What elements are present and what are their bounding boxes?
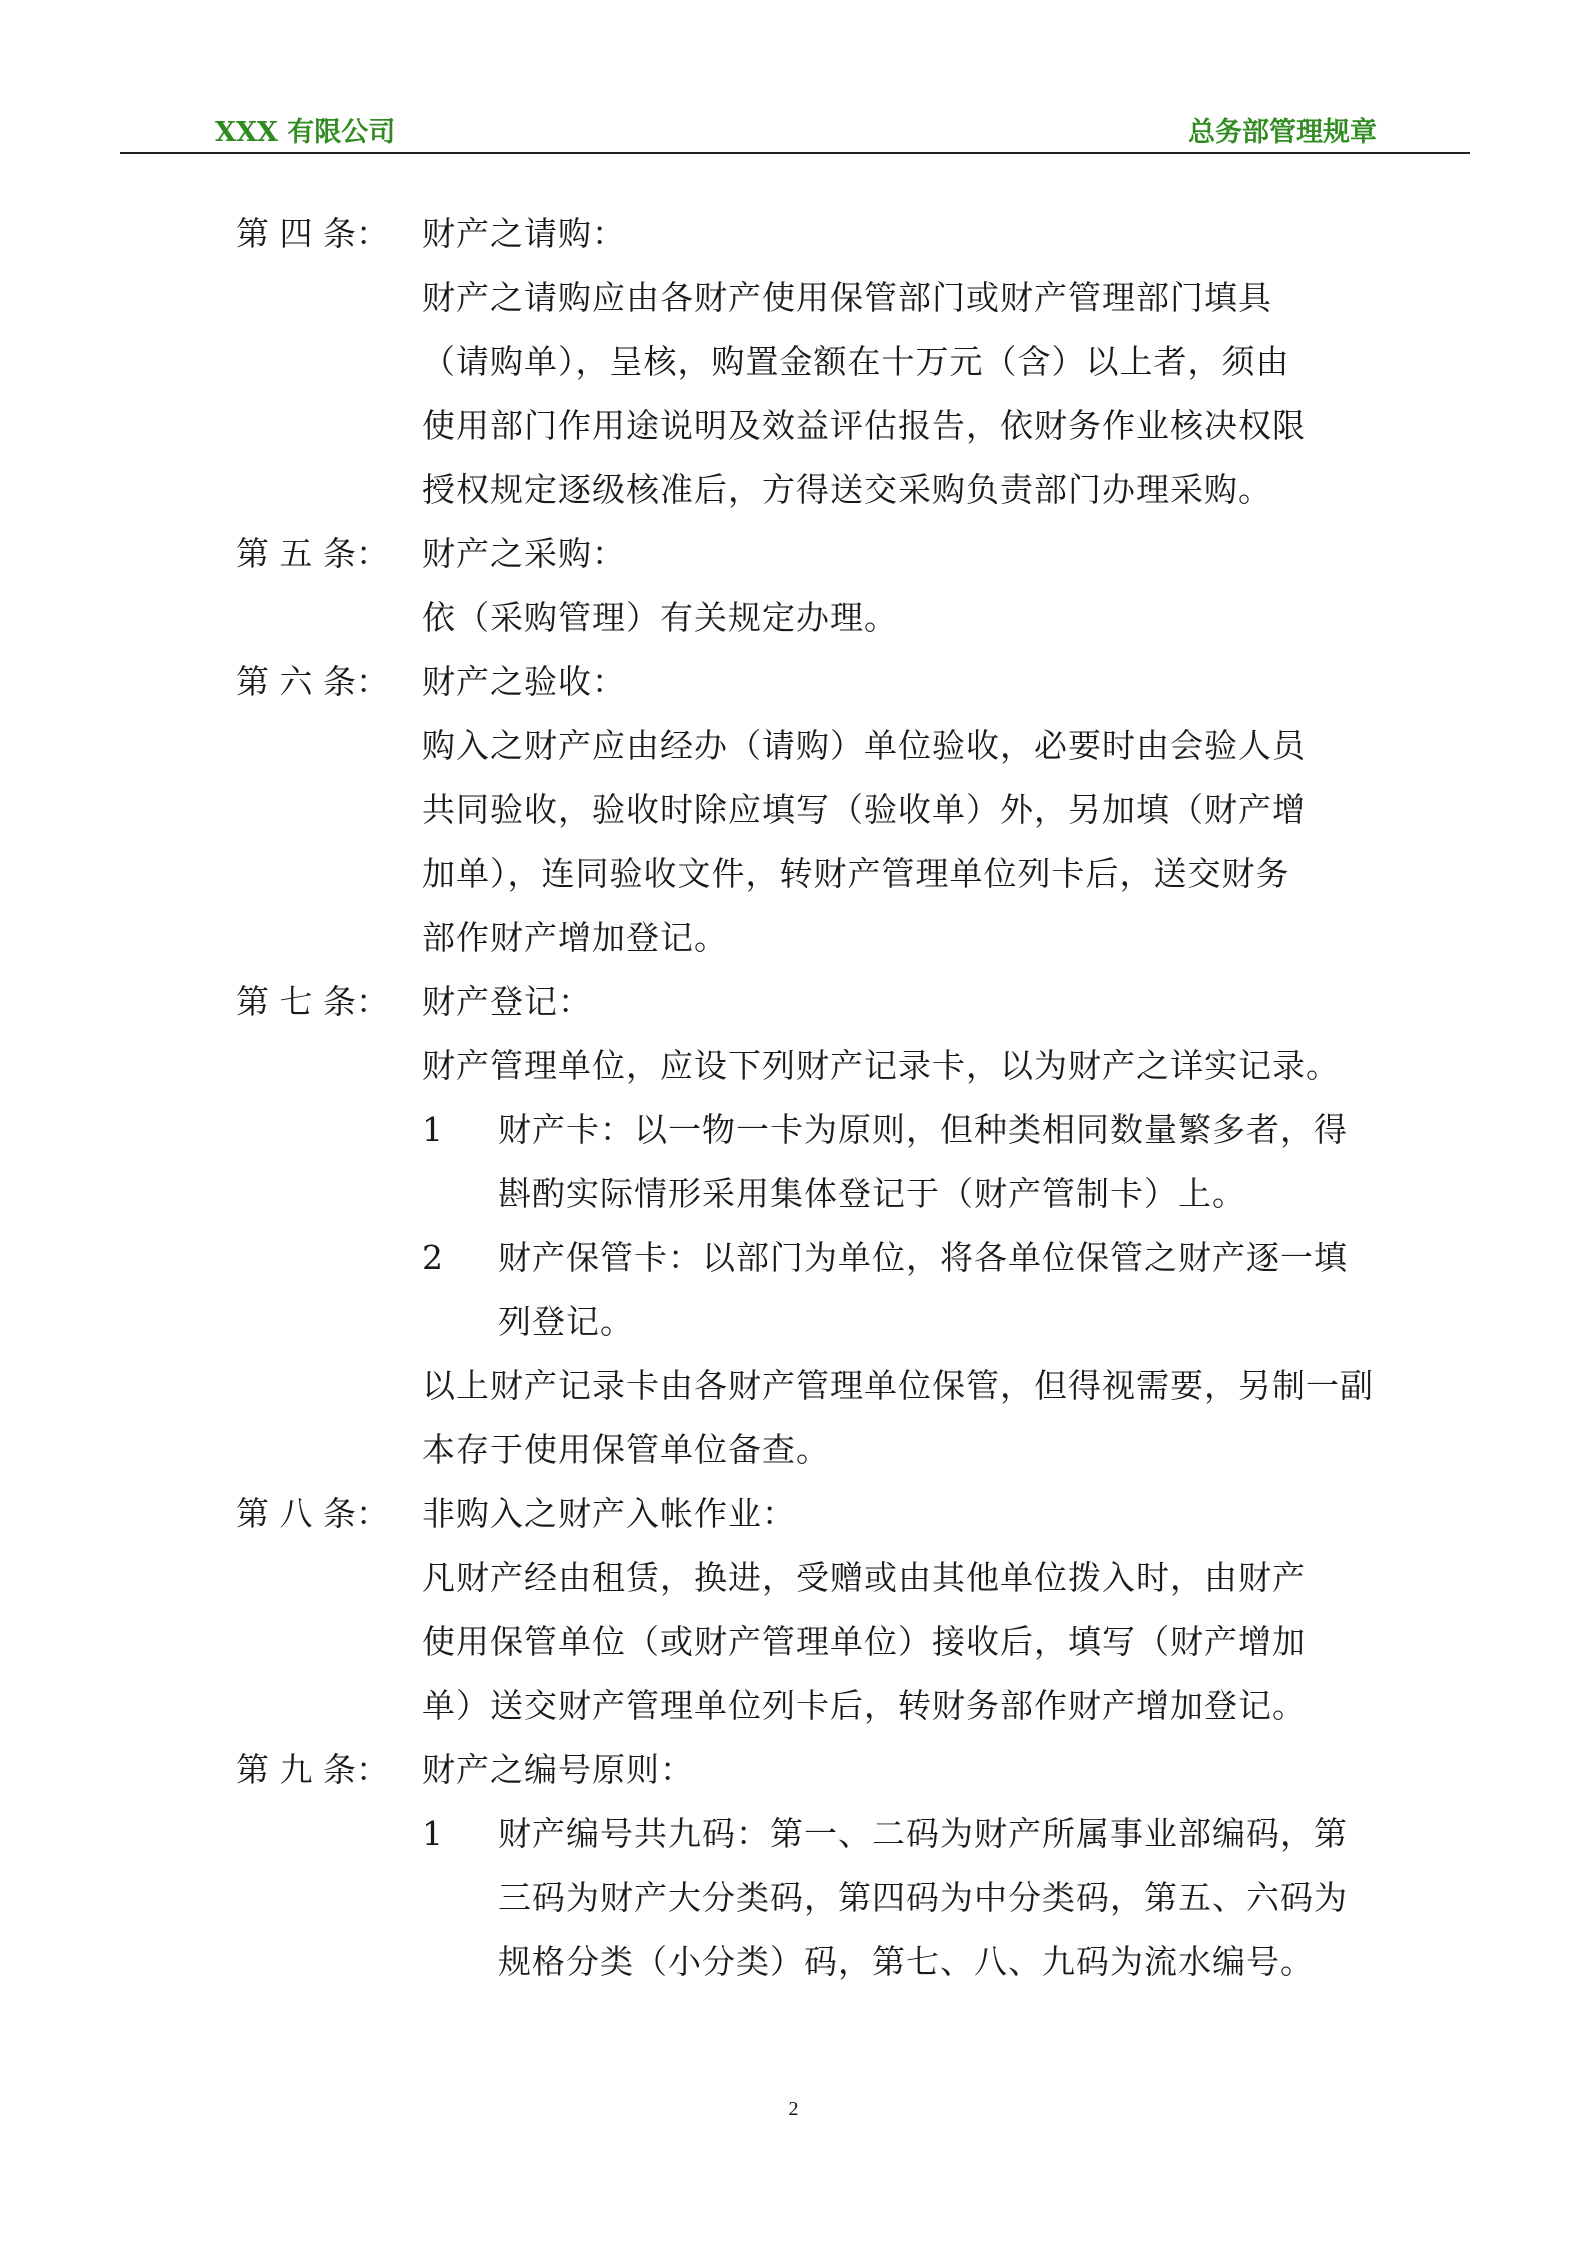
page-number: 2 [788, 2098, 799, 2120]
article-heading [236, 1750, 694, 1790]
list-item-continuation: 规格分类（小分类）码，第七、八、九码为流水编号。 [498, 1942, 1314, 1981]
list-item-number: 1 [422, 1110, 444, 1149]
article-heading [236, 1494, 796, 1534]
article-heading [236, 662, 626, 702]
article-heading [236, 534, 626, 574]
article-title: 非购入之财产入帐作业： [422, 1494, 796, 1533]
company-name: XXX 有限公司 [215, 117, 396, 148]
article-title: 财产之采购： [422, 534, 626, 573]
article-text-line: 单）送交财产管理单位列卡后，转财务部作财产增加登记。 [422, 1686, 1306, 1725]
list-item-continuation: 列登记。 [498, 1302, 634, 1341]
list-item-number: 2 [422, 1238, 444, 1277]
article-number: 第 七 条： [236, 982, 389, 1021]
list-item [422, 1238, 1348, 1278]
article-number: 第 八 条： [236, 1494, 389, 1533]
article-number: 第 四 条： [236, 214, 389, 253]
article-number: 第 六 条： [236, 662, 389, 701]
article-text-line: 依（采购管理）有关规定办理。 [422, 598, 898, 637]
article-text-line: 使用部门作用途说明及效益评估报告，依财务作业核决权限 [422, 406, 1306, 445]
document-title: 总务部管理规章 [1188, 117, 1377, 148]
article-title: 财产登记： [422, 982, 592, 1021]
article-text-line: 使用保管单位（或财产管理单位）接收后，填写（财产增加 [422, 1622, 1306, 1661]
list-item-text: 财产编号共九码：第一、二码为财产所属事业部编码，第 [498, 1814, 1348, 1853]
article-text-line: 凡财产经由租赁，换进，受赠或由其他单位拨入时，由财产 [422, 1558, 1306, 1597]
article-text-line: 共同验收，验收时除应填写（验收单）外，另加填（财产增 [422, 790, 1306, 829]
list-item-number: 1 [422, 1814, 444, 1853]
article-text-line: 授权规定逐级核准后，方得送交采购负责部门办理采购。 [422, 470, 1272, 509]
article-text-line: （请购单），呈核，购置金额在十万元（含）以上者，须由 [422, 342, 1290, 381]
header-rule [120, 152, 1470, 154]
article-text-line: 财产之请购应由各财产使用保管部门或财产管理部门填具 [422, 278, 1272, 317]
list-item-continuation: 三码为财产大分类码，第四码为中分类码，第五、六码为 [498, 1878, 1348, 1917]
article-text-line: 加单），连同验收文件，转财产管理单位列卡后，送交财务 [422, 854, 1290, 893]
article-heading [236, 214, 626, 254]
article-title: 财产之编号原则： [422, 1750, 694, 1789]
list-item-text: 财产保管卡：以部门为单位，将各单位保管之财产逐一填 [498, 1238, 1348, 1277]
article-text-line: 购入之财产应由经办（请购）单位验收，必要时由会验人员 [422, 726, 1306, 765]
article-heading [236, 982, 592, 1022]
article-title: 财产之请购： [422, 214, 626, 253]
article-title: 财产之验收： [422, 662, 626, 701]
list-item-continuation: 斟酌实际情形采用集体登记于（财产管制卡）上。 [498, 1174, 1246, 1213]
article-number: 第 九 条： [236, 1750, 389, 1789]
article-text-line: 财产管理单位，应设下列财产记录卡，以为财产之详实记录。 [422, 1046, 1340, 1085]
list-item [422, 1110, 1348, 1150]
article-number: 第 五 条： [236, 534, 389, 573]
article-text-line: 以上财产记录卡由各财产管理单位保管，但得视需要，另制一副 [422, 1366, 1374, 1405]
page-header [120, 110, 1470, 150]
list-item-text: 财产卡：以一物一卡为原则，但种类相同数量繁多者，得 [498, 1110, 1348, 1149]
article-text-line: 部作财产增加登记。 [422, 918, 728, 957]
article-text-line: 本存于使用保管单位备查。 [422, 1430, 830, 1469]
list-item [422, 1814, 1348, 1854]
